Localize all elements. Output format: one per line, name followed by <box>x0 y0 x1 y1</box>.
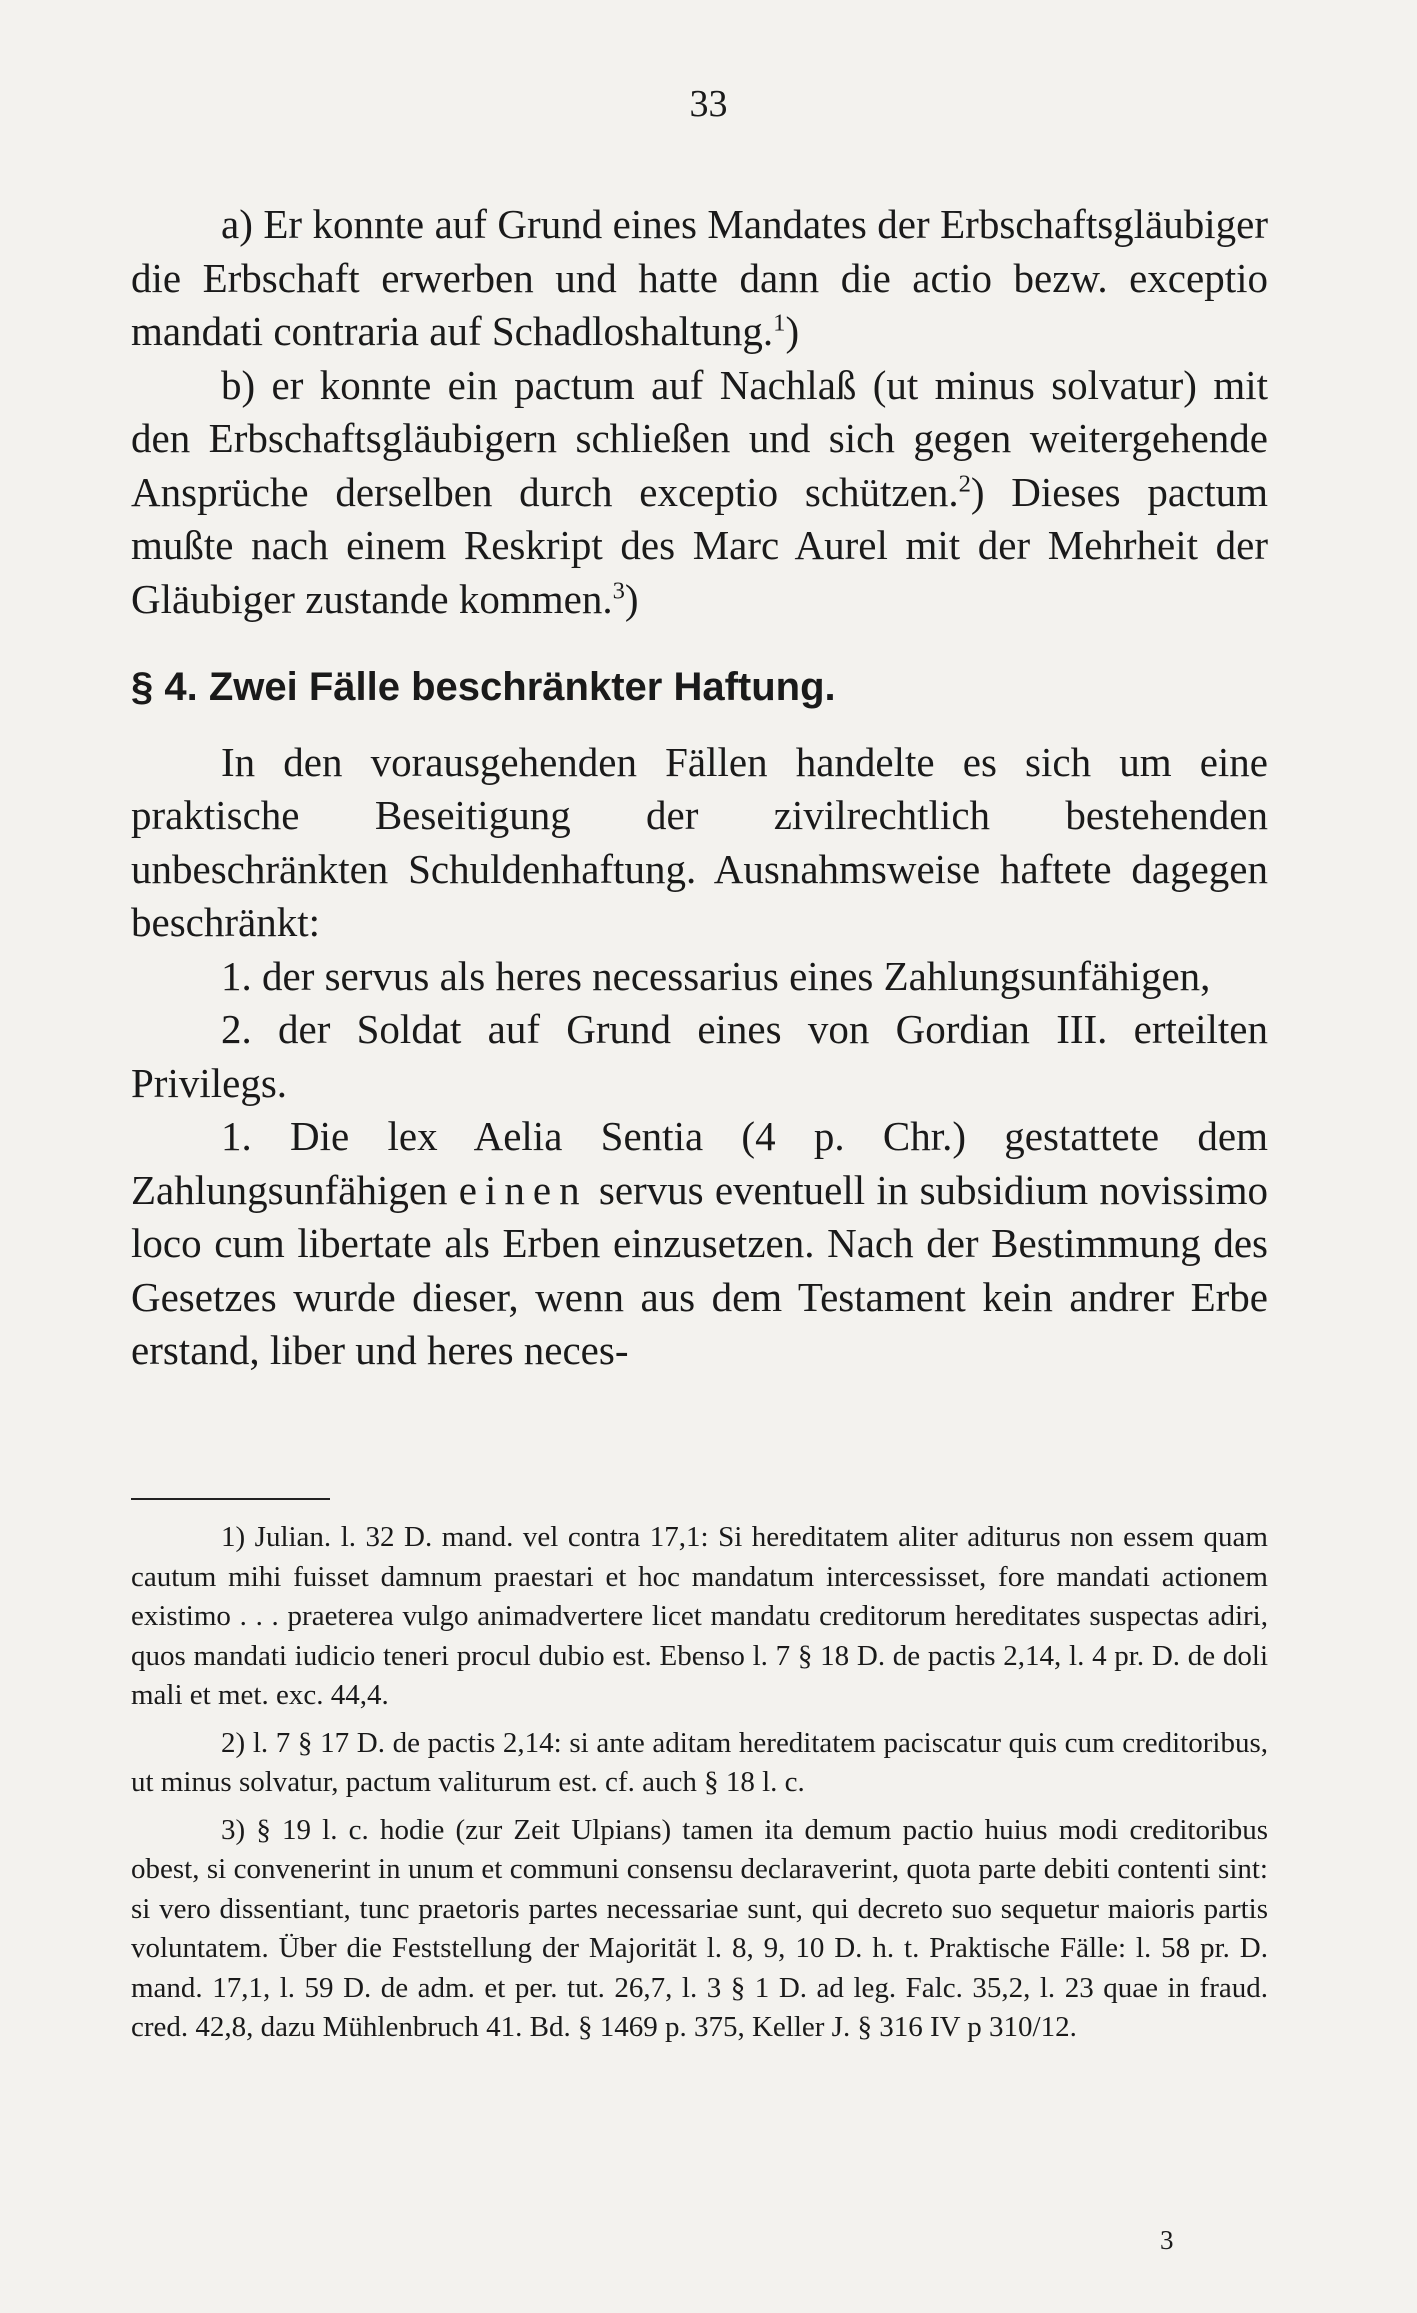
emphasis-einen: einen <box>458 1166 588 1213</box>
list-item-2: 2. der Soldat auf Grund eines von Gordian III. erteilten Privilegs. <box>131 1006 1268 1106</box>
main-text <box>131 198 1268 1378</box>
signature-mark: 3 <box>1160 2225 1174 2255</box>
paragraph-b: b) er konnte ein pactum auf Nachlaß (ut minus solvatur) mit den Erbschaftsgläubigern schließen und sich gegen weitergehende Ansprüche derselben durch exceptio schützen.$^2$) Dieses pactum mußte nach einem Reskript des Marc Aurel mit der Mehrheit der Gläubiger zustande kommen.$^3$) <box>131 361 1269 622</box>
paragraph-lex-aelia: 1. Die lex Aelia Sentia (4 p. Chr.) gestattete dem Zahlungsunfähigen einen servus eventuell in subsidium novissimo loco cum libertate als Erben einzusetzen. Nach der Bestimmung des Gesetzes wurde dieser, wenn aus dem Testament kein andrer Erbe erstand, liber und heres neces- <box>131 1113 1269 1373</box>
footnote-ref-1: 1 <box>773 309 786 337</box>
page-number: 33 <box>689 83 728 125</box>
section-heading: § 4. Zwei Fälle beschränkter Haftung. <box>131 665 836 709</box>
footnote-1: 1) Julian. l. 32 D. mand. vel contra 17,1: Si hereditatem aliter aditurus non essem quam cautum mihi fuisset damnum praestari et hoc mandatum intercessisset, fore mandati actionem existimo . . . praeterea vulgo animadvertere licet mandatu creditorum hereditates suspectas adiri, quos mandati iudicio teneri procul dubio est. Ebenso l. 7 § 18 D. de pactis 2,14, l. 4 pr. D. de doli mali et met. exc. 44,4. <box>131 1521 1268 1711</box>
paragraph-a: a) Er konnte auf Grund eines Mandates der Erbschaftsgläubiger die Erbschaft erwerben und hatte dann die actio bezw. exceptio mandati contraria auf Schadloshaltung.$^1$) <box>131 201 1268 354</box>
footnote-divider <box>131 1498 330 1500</box>
footnote-3: 3) § 19 l. c. hodie (zur Zeit Ulpians) tamen ita demum pactio huius modi creditoribus obest, si convenerint in unum et communi consensu declaraverint, quota parte debiti contenti sint: si vero dissentiant, tunc praetoris partes necessariae sunt, qui decreto suo sequetur maioris partis voluntatem. Über die Feststellung der Majorität l. 8, 9, 10 D. h. t. Praktische Fälle: l. 58 pr. D. mand. 17,1, l. 59 D. de adm. et per. tut. 26,7, l. 3 § 1 D. ad leg. Falc. 35,2, l. 23 quae in fraud. cred. 42,8, dazu Mühlenbruch 41. Bd. § 1469 p. 375, Keller J. § 316 IV p 310/12. <box>131 1813 1268 2043</box>
paragraph-intro: In den vorausgehenden Fällen handelte es sich um eine praktische Beseitigung der zivilrechtlich bestehenden unbeschränkten Schuldenhaftung. Ausnahmsweise haftete dagegen beschränkt: <box>131 738 1268 945</box>
list-item-1: 1. der servus als heres necessarius eines Zahlungsunfähigen, <box>221 952 1211 999</box>
footnotes <box>131 1518 1268 2048</box>
footnote-ref-2: 2 <box>958 469 971 497</box>
footnote-2: 2) l. 7 § 17 D. de pactis 2,14: si ante aditam hereditatem paciscatur quis cum creditoribus, ut minus solvatur, pactum valiturum est. cf. auch § 18 l. c. <box>131 1726 1268 1798</box>
footnote-ref-3: 3 <box>612 576 625 604</box>
